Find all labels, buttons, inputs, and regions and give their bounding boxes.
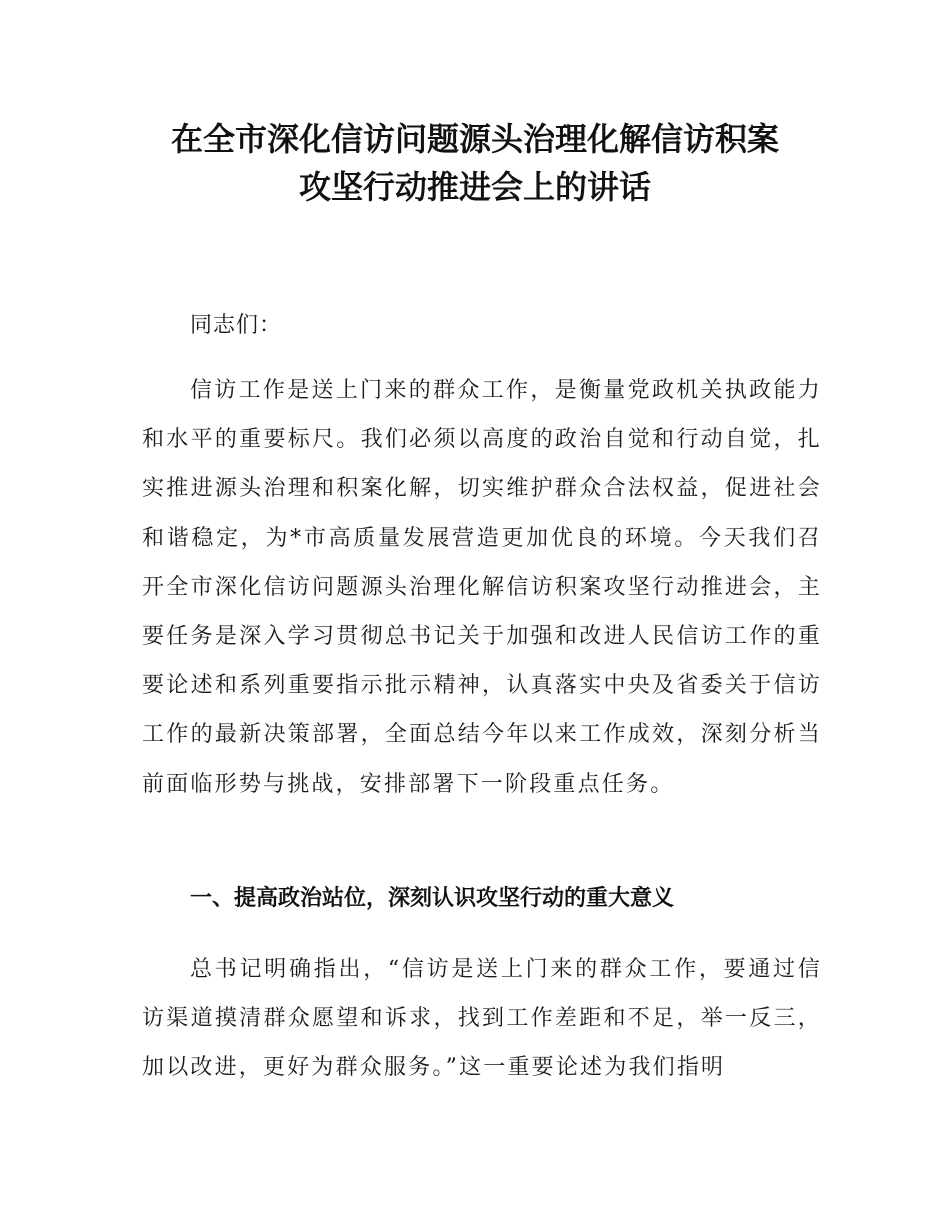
body-paragraph-2: 总书记明确指出，“信访是送上门来的群众工作，要通过信访渠道摸清群众愿望和诉求，找到工作差距和不足，举一反三，加以改进，更好为群众服务。”这一重要论述为我们指明 [142,957,822,1081]
body-paragraph-1: 信访工作是送上门来的群众工作，是衡量党政机关执政能力和水平的重要标尺。我们必须以高度的政治自觉和行动自觉，扎实推进源头治理和积案化解，切实维护群众合法权益，促进社会和谐稳定，为*市高质量发展营造更加优良的环境。今天我们召开全市深化信访问题源头治理化解信访积案攻坚行动推进会，主要任务是深入学习贯彻总书记关于加强和改进人民信访工作的重要论述和系列重要指示批示精神，认真落实中央及省委关于信访工作的最新决策部署，全面总结今年以来工作成效，深刻分析当前面临形势与挑战，安排部署下一阶段重点任务。 [142,378,822,797]
document-title-line-2: 攻坚行动推进会上的讲话 [298,168,651,206]
salutation: 同志们： [190,313,283,338]
document-title-line-1: 在全市深化信访问题源头治理化解信访积案 [170,120,779,158]
section-heading-1: 一、提高政治站位，深刻认识攻坚行动的重大意义 [190,886,675,911]
